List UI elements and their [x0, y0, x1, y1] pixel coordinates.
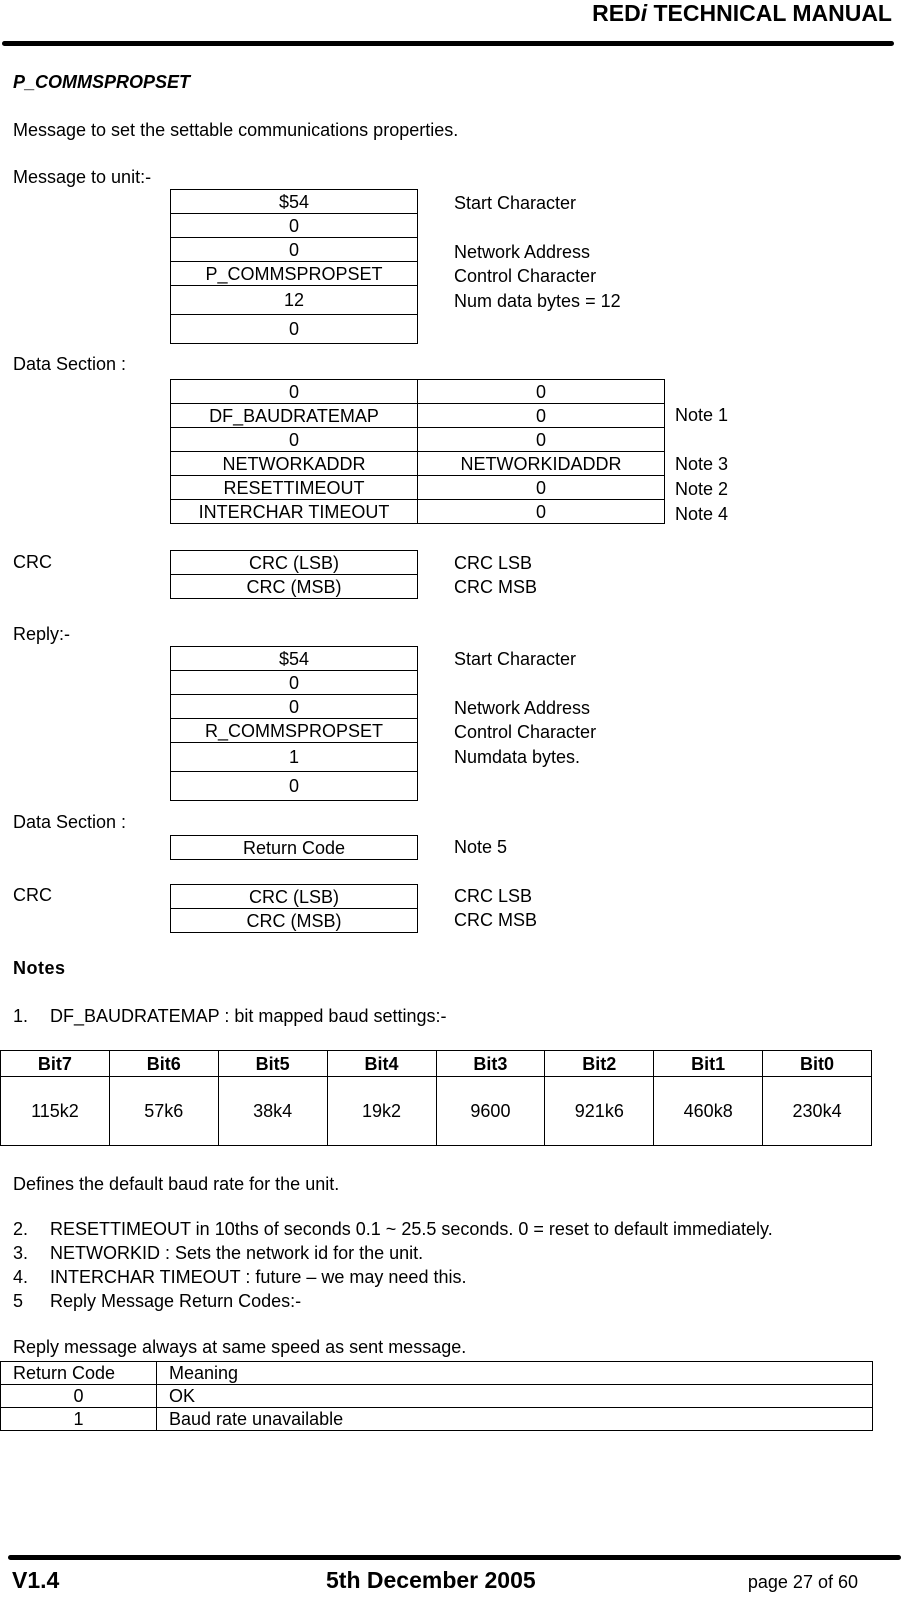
message-row-desc: Control Character — [454, 266, 597, 286]
rc-code: 0 — [1, 1385, 157, 1408]
note-number: 5 — [13, 1291, 24, 1311]
note-number: 4. — [13, 1267, 29, 1287]
data-cell: 0 — [418, 428, 665, 452]
reply-row-desc: Numdata bytes. — [454, 747, 581, 767]
reply-row-value: 0 — [171, 695, 418, 719]
data-cell: 0 — [418, 380, 665, 404]
bit-header: Bit6 — [109, 1051, 218, 1077]
bit-header: Bit0 — [763, 1051, 872, 1077]
reply-speed-text: Reply message always at same speed as sent message. — [13, 1337, 467, 1357]
reply-header-table — [170, 646, 418, 801]
note-number: 2. — [13, 1219, 29, 1239]
reply-row-value: 0 — [171, 671, 418, 695]
reply-row-desc: Control Character — [454, 722, 597, 742]
data-cell: RESETTIMEOUT — [171, 476, 418, 500]
reply-row-desc: Network Address — [454, 698, 591, 718]
message-row-value: 0 — [171, 315, 418, 344]
bit-value: 115k2 — [1, 1077, 110, 1146]
bit-header: Bit2 — [545, 1051, 654, 1077]
message-label: Message to unit:- — [13, 167, 152, 187]
reply-label: Reply:- — [13, 624, 71, 644]
note-text: Reply Message Return Codes:- — [50, 1291, 302, 1311]
message-row-value: 0 — [171, 238, 418, 262]
message-row-value: P_COMMSPROPSET — [171, 262, 418, 286]
data-cell: NETWORKIDADDR — [418, 452, 665, 476]
bit-value: 9600 — [436, 1077, 545, 1146]
rc-code: 1 — [1, 1408, 157, 1431]
bit-header: Bit7 — [1, 1051, 110, 1077]
reply-crc-table — [170, 884, 418, 933]
bit-value: 921k6 — [545, 1077, 654, 1146]
reply-row-desc: Start Character — [454, 649, 577, 669]
footer-rule — [8, 1555, 901, 1560]
baud-bit-table — [0, 1050, 872, 1146]
bit-value: 19k2 — [327, 1077, 436, 1146]
reply-row-value: 0 — [171, 772, 418, 801]
data-cell: NETWORKADDR — [171, 452, 418, 476]
title-rest: TECHNICAL MANUAL — [653, 0, 892, 26]
crc-desc: CRC LSB — [454, 886, 533, 906]
crc-desc: CRC MSB — [454, 910, 538, 930]
data-cell: INTERCHAR TIMEOUT — [171, 500, 418, 524]
data-cell: 0 — [171, 380, 418, 404]
data-note: Note 1 — [675, 405, 729, 425]
footer-version: V1.4 — [12, 1567, 60, 1593]
crc-value: CRC (MSB) — [171, 909, 418, 933]
message-row-desc: Num data bytes = 12 — [454, 291, 621, 311]
rc-meaning: Baud rate unavailable — [157, 1408, 873, 1431]
reply-data-value: Return Code — [171, 836, 418, 860]
message-data-table — [170, 379, 665, 524]
message-data-label: Data Section : — [13, 354, 127, 374]
message-row-value: 12 — [171, 286, 418, 315]
reply-row-value: 1 — [171, 743, 418, 772]
footer-date: 5th December 2005 — [326, 1567, 536, 1593]
note-text: DF_BAUDRATEMAP : bit mapped baud settings:- — [50, 1006, 447, 1026]
notes-title: Notes — [13, 958, 66, 978]
crc-value: CRC (LSB) — [171, 551, 418, 575]
section-title: P_COMMSPROPSET — [13, 72, 191, 92]
data-cell: 0 — [171, 428, 418, 452]
reply-row-value: R_COMMSPROPSET — [171, 719, 418, 743]
data-cell: 0 — [418, 500, 665, 524]
return-code-table — [0, 1361, 873, 1431]
message-header-table — [170, 189, 418, 344]
message-row-value: 0 — [171, 214, 418, 238]
note-text: INTERCHAR TIMEOUT : future – we may need this. — [50, 1267, 467, 1287]
footer-page: page 27 of 60 — [747, 1572, 858, 1592]
note-number: 3. — [13, 1243, 29, 1263]
message-crc-label: CRC — [13, 552, 52, 572]
data-note: Note 3 — [675, 454, 729, 474]
reply-crc-label: CRC — [13, 885, 52, 905]
crc-value: CRC (MSB) — [171, 575, 418, 599]
crc-value: CRC (LSB) — [171, 885, 418, 909]
bit-value: 38k4 — [218, 1077, 327, 1146]
bit-value: 230k4 — [763, 1077, 872, 1146]
message-row-value: $54 — [171, 190, 418, 214]
rc-header: Meaning — [157, 1362, 873, 1385]
bit-header: Bit4 — [327, 1051, 436, 1077]
rc-header: Return Code — [1, 1362, 157, 1385]
note-text: NETWORKID : Sets the network id for the unit. — [50, 1243, 424, 1263]
message-row-desc: Network Address — [454, 242, 591, 262]
reply-data-label: Data Section : — [13, 812, 127, 832]
bit-value: 57k6 — [109, 1077, 218, 1146]
bit-header: Bit1 — [654, 1051, 763, 1077]
bit-header: Bit5 — [218, 1051, 327, 1077]
note-number: 1. — [13, 1006, 29, 1026]
rc-meaning: OK — [157, 1385, 873, 1408]
data-cell: DF_BAUDRATEMAP — [171, 404, 418, 428]
message-crc-table — [170, 550, 418, 599]
reply-data-table — [170, 835, 418, 860]
manual-title — [592, 0, 892, 27]
defines-text: Defines the default baud rate for the unit. — [13, 1174, 340, 1194]
crc-desc: CRC MSB — [454, 577, 538, 597]
data-note: Note 2 — [675, 479, 729, 499]
bit-value: 460k8 — [654, 1077, 763, 1146]
header-rule — [2, 41, 894, 46]
section-intro: Message to set the settable communications properties. — [13, 120, 459, 140]
data-cell: 0 — [418, 476, 665, 500]
bit-header: Bit3 — [436, 1051, 545, 1077]
reply-row-value: $54 — [171, 647, 418, 671]
brand-red: RED — [592, 0, 641, 26]
brand-i: i — [640, 0, 648, 26]
note-text: RESETTIMEOUT in 10ths of seconds 0.1 ~ 25.5 seconds. 0 = reset to default immediately. — [50, 1219, 773, 1239]
data-note: Note 4 — [675, 504, 729, 524]
reply-data-desc: Note 5 — [454, 837, 508, 857]
data-cell: 0 — [418, 404, 665, 428]
message-row-desc: Start Character — [454, 193, 577, 213]
crc-desc: CRC LSB — [454, 553, 533, 573]
